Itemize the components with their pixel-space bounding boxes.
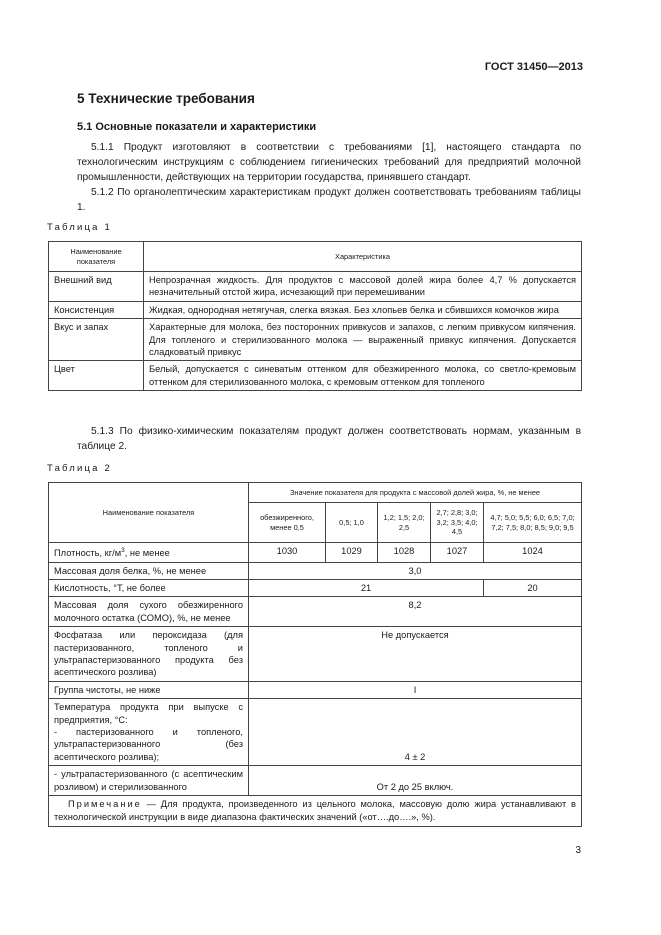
paragraph-5-1-1: 5.1.1 Продукт изготовляют в соответствии с требованиями [1], настоящего стандарта по технологическим инструкциям с соблюдением гигиенических требований для предприятий молочной промышленности, действующих на территории государства, принявшего стандарт. (77, 142, 581, 184)
density-value: 1024 (484, 543, 582, 563)
table2-col-header: 4,7; 5,0; 5,5; 6,0; 6,5; 7,0; 7,2; 7,5; 8,0; 8,5; 9,0; 9,5 (484, 503, 582, 543)
paragraph-5-1-2: 5.1.2 По органолептическим характеристикам продукт должен соответствовать требованиям таблицы 1. (77, 187, 581, 214)
table2-caption: Таблица 2 (47, 463, 112, 474)
density-label: Плотность, $кг/м^3$, не менее (49, 543, 249, 563)
table2-header-name: Наименование показателя (49, 483, 249, 543)
table1-cell-value: Белый, допускается с синеватым оттенком для обезжиренного молока, со светло-кремовым оттенком для стерилизованного молока, с кремовым оттенком для топленого (144, 361, 582, 391)
note-heading: Примечание (68, 799, 142, 809)
acidity-value-a: 21 (249, 579, 484, 596)
table-row (49, 681, 582, 698)
table-1 (48, 241, 582, 391)
table-row (49, 301, 582, 318)
acidity-value-b: 20 (484, 579, 582, 596)
table-row (49, 627, 582, 682)
density-value: 1028 (378, 543, 431, 563)
table2-header-group: Значение показателя для продукта с массовой долей жира, %, не менее (249, 483, 582, 503)
table1-cell-name: Консистенция (49, 301, 144, 318)
temperature-value: 4 ± 2 (249, 699, 582, 766)
table-row (49, 579, 582, 596)
phosphatase-label: Фосфатаза или пероксидаза (для пастеризованного, топленого и ультрапастеризованного продукта без асептического розлива) (49, 627, 249, 682)
table2-note (49, 796, 582, 827)
table-row (49, 562, 582, 579)
table-row (49, 361, 582, 391)
density-value: 1030 (249, 543, 326, 563)
purity-label: Группа чистоты, не ниже (49, 681, 249, 698)
table-row (49, 699, 582, 766)
somo-value: 8,2 (249, 597, 582, 627)
table-row (49, 543, 582, 563)
density-value: 1027 (431, 543, 484, 563)
table1-cell-name: Вкус и запах (49, 319, 144, 361)
uht-label: - ультрапастеризованного (с асептическим розливом) и стерилизованного (49, 766, 249, 796)
table1-cell-name: Цвет (49, 361, 144, 391)
document-header: ГОСТ 31450—2013 (484, 61, 583, 73)
purity-value: I (249, 681, 582, 698)
table1-caption: Таблица 1 (47, 222, 112, 233)
note-text: — Для продукта, произведенного из цельного молока, массовую долю жира устанавливают в технологической инструкции в виде диапазона фактических значений («от….до….», %). (54, 799, 576, 822)
protein-label: Массовая доля белка, %, не менее (49, 562, 249, 579)
protein-value: 3,0 (249, 562, 582, 579)
table-row (49, 319, 582, 361)
table1-cell-value: Жидкая, однородная нетягучая, слегка вязкая. Без хлопьев белка и сбившихся комочков жира (144, 301, 582, 318)
table1-cell-name: Внешний вид (49, 272, 144, 302)
table1-cell-value: Характерные для молока, без посторонних привкусов и запахов, с легким привкусом кипячения. Для топленого и стерилизованного молока — выраженный привкус кипячения. Допускается сладковатый привкус (144, 319, 582, 361)
page-number: 3 (575, 845, 581, 856)
table2-col-header: 1,2; 1,5; 2,0; 2,5 (378, 503, 431, 543)
table-row (49, 796, 582, 827)
temperature-label: Температура продукта при выпуске с предприятия, °С: - пастеризованного и топленого, ультрапастеризованного (без асептического розлива); (49, 699, 249, 766)
paragraph-5-1-3: 5.1.3 По физико-химическим показателям продукт должен соответствовать нормам, указанным в таблице 2. (77, 426, 581, 453)
somo-label: Массовая доля сухого обезжиренного молочного остатка (СОМО), %, не менее (49, 597, 249, 627)
table2-col-header: 0,5; 1,0 (326, 503, 378, 543)
section-title: 5 Технические требования (77, 91, 255, 106)
acidity-label: Кислотность, °Т, не более (49, 579, 249, 596)
table2-col-header: обезжиренного, менее 0,5 (249, 503, 326, 543)
table-row (49, 272, 582, 302)
table1-header-characteristic: Характеристика (144, 242, 582, 272)
table-row (49, 766, 582, 796)
uht-value: От 2 до 25 включ. (249, 766, 582, 796)
density-value: 1029 (326, 543, 378, 563)
table-row (49, 597, 582, 627)
subsection-title: 5.1 Основные показатели и характеристики (77, 121, 317, 133)
table2-col-header: 2,7; 2,8; 3,0; 3,2; 3,5; 4,0; 4,5 (431, 503, 484, 543)
table1-cell-value: Непрозрачная жидкость. Для продуктов с массовой долей жира более 4,7 % допускается незначительный отстой жира, исчезающий при перемешивании (144, 272, 582, 302)
phosphatase-value: Не допускается (249, 627, 582, 682)
table1-header-name: Наименование показателя (49, 242, 144, 272)
table-2 (48, 482, 582, 827)
